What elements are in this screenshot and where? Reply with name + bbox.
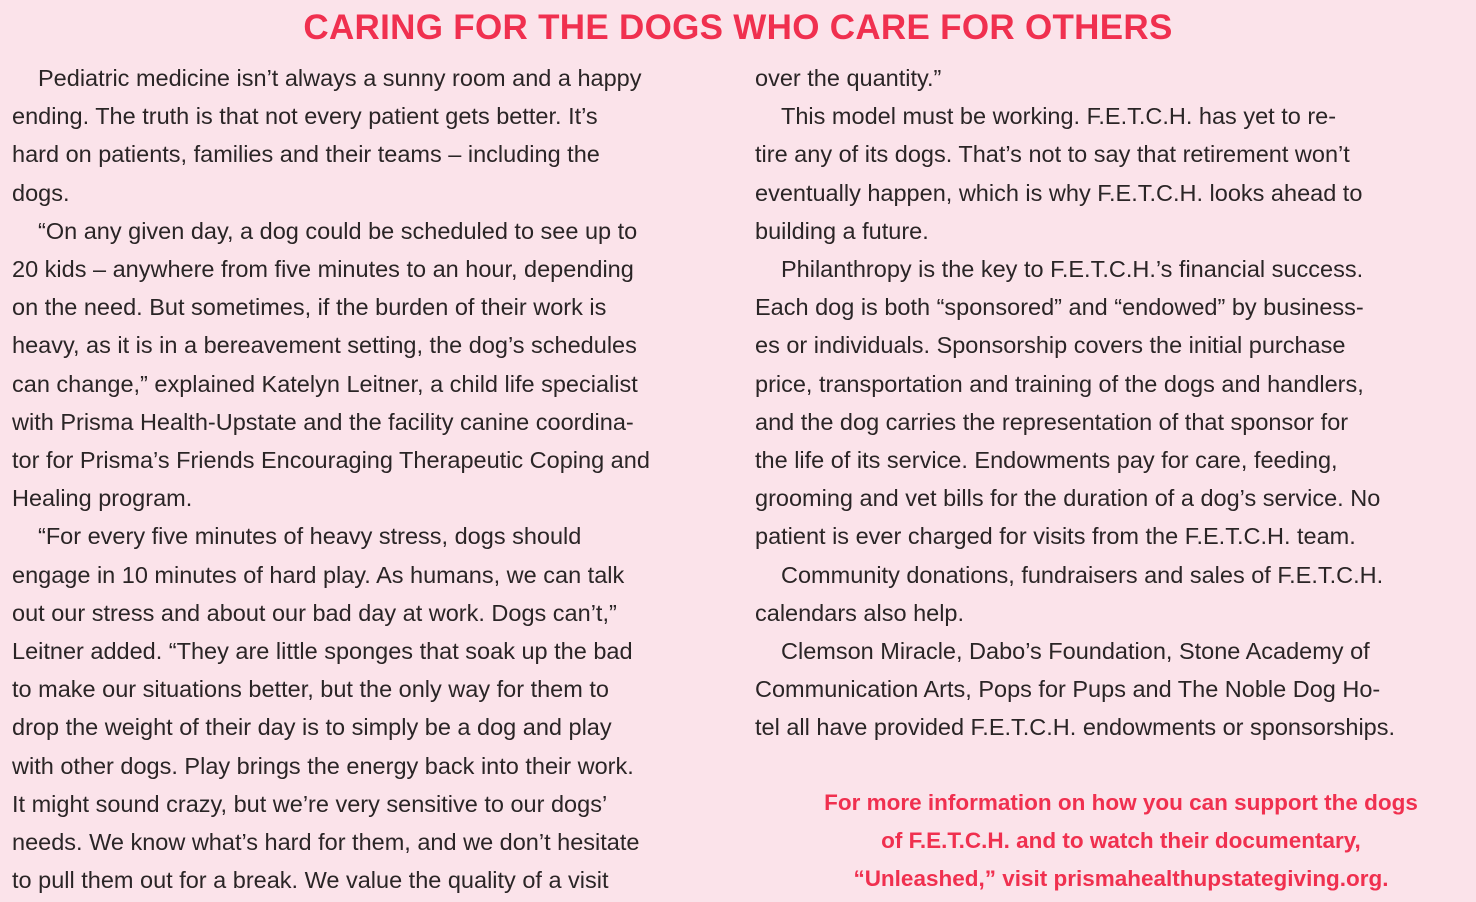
article-line: with Prisma Health-Upstate and the facility canine coordina- (12, 408, 634, 435)
article-line: Pediatric medicine isn’t always a sunny room and a happy (38, 65, 642, 91)
article-line: and the dog carries the representation of that sponsor for (755, 408, 1349, 435)
article-line: tel all have provided F.E.T.C.H. endowments or sponsorships. (755, 714, 1396, 741)
article-line: engage in 10 minutes of hard play. As humans, we can talk (12, 561, 625, 588)
article-line: out our stress and about our bad day at work. Dogs can’t,” (12, 599, 617, 626)
article-line: to pull them out for a break. We value the quality of a visit (12, 867, 609, 894)
article-line: patient is ever charged for visits from the F.E.T.C.H. team. (755, 523, 1356, 550)
article-line: Community donations, fundraisers and sales of F.E.T.C.H. (781, 561, 1384, 588)
article-left-column (12, 59, 720, 899)
article-line: can change,” explained Katelyn Leitner, a child life specialist (12, 370, 638, 397)
article-line: “For every five minutes of heavy stress, dogs should (38, 523, 582, 550)
article-line: the life of its service. Endowments pay for care, feeding, (755, 447, 1338, 474)
article-line: dogs. (12, 179, 70, 206)
article-line: Clemson Miracle, Dabo’s Foundation, Stone Academy of (781, 638, 1370, 665)
article-line: es or individuals. Sponsorship covers the initial purchase (755, 332, 1346, 359)
article-line: Leitner added. “They are little sponges that soak up the bad (12, 638, 633, 665)
call-to-action-line: “Unleashed,” visit prismahealthupstategiving.org. (853, 866, 1389, 891)
article-line: tire any of its dogs. That’s not to say that retirement won’t (755, 141, 1350, 168)
article-line: Healing program. (12, 485, 193, 512)
article-line: hard on patients, families and their teams – including the (12, 141, 600, 168)
article-line: calendars also help. (755, 599, 965, 626)
call-to-action-line: For more information on how you can support the dogs (824, 790, 1418, 815)
article-line: 20 kids – anywhere from five minutes to an hour, depending (12, 256, 634, 283)
article-line: Each dog is both “sponsored” and “endowed” by business- (755, 294, 1364, 321)
page-title: CARING FOR THE DOGS WHO CARE FOR OTHERS (303, 8, 1173, 47)
article-line: building a future. (755, 217, 929, 244)
article-line: with other dogs. Play brings the energy back into their work. (12, 752, 634, 779)
article-line: Communication Arts, Pops for Pups and The Noble Dog Ho- (755, 676, 1381, 703)
article-line: Philanthropy is the key to F.E.T.C.H.’s financial success. (781, 256, 1364, 283)
article-line: price, transportation and training of the dogs and handlers, (755, 370, 1364, 397)
article-line: tor for Prisma’s Friends Encouraging Therapeutic Coping and (12, 447, 650, 474)
article-line: It might sound crazy, but we’re very sensitive to our dogs’ (12, 790, 608, 817)
article-line: to make our situations better, but the only way for them to (12, 676, 609, 703)
article-line: drop the weight of their day is to simply be a dog and play (12, 714, 612, 741)
article-right-column (755, 59, 1461, 747)
article-line: This model must be working. F.E.T.C.H. has yet to re- (781, 103, 1337, 130)
article-line: needs. We know what’s hard for them, and we don’t hesitate (12, 829, 640, 856)
article-line: eventually happen, which is why F.E.T.C.H. looks ahead to (755, 179, 1363, 206)
article-line: “On any given day, a dog could be scheduled to see up to (38, 217, 638, 244)
call-to-action-line: of F.E.T.C.H. and to watch their documentary, (881, 828, 1361, 853)
article-line: on the need. But sometimes, if the burden of their work is (12, 294, 607, 321)
article-line: grooming and vet bills for the duration of a dog’s service. No (755, 485, 1381, 512)
article-line: over the quantity.” (755, 65, 942, 91)
article-line: ending. The truth is that not every patient gets better. It’s (12, 103, 598, 130)
article-line: heavy, as it is in a bereavement setting, the dog’s schedules (12, 332, 637, 359)
call-to-action (770, 784, 1472, 898)
